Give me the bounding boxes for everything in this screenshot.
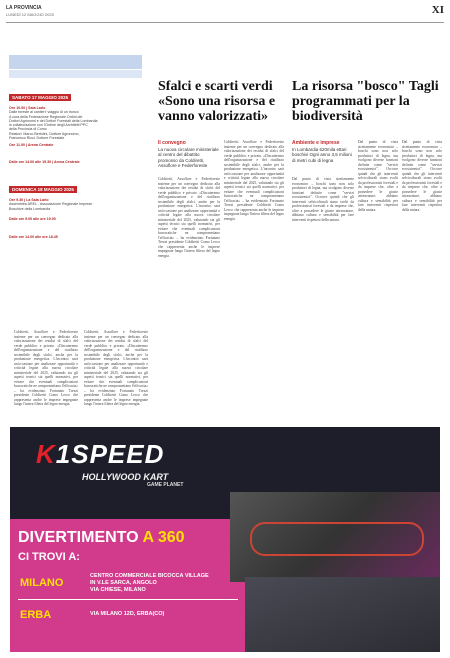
city-erba: ERBA <box>20 609 52 621</box>
address-milano: CENTRO COMMERCIALE BICOCCA VILLAGE IN V.LE SARCA, ANGOLO VIA CHIESE, MILANO <box>90 573 209 593</box>
ad-divertimento: DIVERTIMENTO A 360 <box>18 529 185 546</box>
article1-subtitle: La nuova circolare ministeriale al centro del dibattito promosso da Coldiretti, Assoflore e Federforeste <box>158 147 219 168</box>
event-line: A cura della Federazione Regionale Ordini dei <box>9 114 83 119</box>
event-line: Dalle ore 9.00 alle ore 19.00 <box>9 216 56 221</box>
k1speed-advertisement[interactable] <box>10 427 440 652</box>
sidebar-subheader-band <box>9 70 142 78</box>
article1-headline: Sfalci e scarti verdi «Sono una risorsa e vanno valorizzati» <box>158 79 276 124</box>
event-line: Assemblea AREL - Associazione Regionale Imprese <box>9 202 93 207</box>
events-sidebar <box>9 86 142 319</box>
page-header <box>6 4 444 24</box>
event-line: Dottori Agronomi e dei Dottori Forestali della Lombardia <box>9 118 98 123</box>
article1-body-col2: Coldiretti, Assoflore e Federforeste insieme per un convegno dedicato alla valorizzazione dei residui di sfalci del verde pubblico e privato. «Discuteremo dell'organizzazione e del riutilizzo sostenibile degli sfalci, anche per la produzione energetica. L'incontro sarà un'occasione per analizzare opportunità e criticità legate alla nuova circolare ministeriale del 2025, valutando sia gli aspetti tecnici sia quelli normativi, per evitare che eventuali complicazioni burocratiche ne compromettano l'efficacia» – ha evidenziato Fortunato Trezzi presidente Coldiretti Como Lecco che rappresenta anche le imprese impegnate lungo l'intera filiera del legno energia. <box>224 140 284 221</box>
city-milano: MILANO <box>20 577 64 589</box>
event-line: Ore 11.00 | Arena Centrale <box>9 143 54 148</box>
header-rule <box>6 22 444 23</box>
address-erba: VIA MILANO 12D, ERBA(CO) <box>90 611 165 617</box>
event-line: Dalle foreste ai cantieri: viaggio di un tronco <box>9 110 79 115</box>
sunday-label: DOMENICA 18 MAGGIO 2025 <box>9 186 77 193</box>
sidebar-header-band <box>9 55 142 69</box>
article2-subtitle: In Lombardia 620mila ettari boschivi Ogni anno 3,5 milioni di metri cubi di legna <box>292 147 352 163</box>
event-line: Relatori: Marco Bertolini, Dottore Agronomo, <box>9 131 80 136</box>
ad-tagline2: GAME PLANET <box>147 482 184 488</box>
track-shape <box>250 522 424 556</box>
event-line: Boschive della Lombardia <box>9 206 51 211</box>
k1speed-logo: K1SPEED <box>36 439 165 469</box>
saturday-label: SABATO 17 MAGGIO 2025 <box>9 94 71 101</box>
article1-body-col4: Coldiretti, Assoflore e Federforeste insieme per un convegno dedicato alla valorizzazione dei residui di sfalci del verde pubblico e privato. «Discuteremo dell'organizzazione e del riutilizzo sostenibile degli sfalci, anche per la produzione energetica. L'incontro sarà un'occasione per analizzare opportunità e criticità legate alla nuova circolare ministeriale del 2025, valutando sia gli aspetti tecnici sia quelli normativi, per evitare che eventuali complicazioni burocratiche ne compromettano l'efficacia» – ha evidenziato Fortunato Trezzi presidente Coldiretti Como Lecco che rappresenta anche le imprese impegnate lungo l'intera filiera del legno energia. <box>84 330 148 406</box>
event-line: Ore 10.00 | Sala Larlo <box>9 106 46 110</box>
ad-find-us: CI TROVI A: <box>18 551 80 563</box>
issue-date: LUNEDÌ 12 MAGGIO 2025 <box>6 12 54 17</box>
ad-photo-karts <box>245 577 440 652</box>
article1-body: Coldiretti, Assoflore e Federforeste insieme per un convegno dedicato alla valorizzazione dei residui di sfalci del verde pubblico e privato. «Discuteremo dell'organizzazione e del riutilizzo sostenibile degli sfalci, anche per la produzione energetica. L'incontro sarà un'occasione per analizzare opportunità e criticità legate alla nuova circolare ministeriale del 2025, valutando sia gli aspetti tecnici sia quelli normativi, per evitare che eventuali complicazioni burocratiche ne compromettano l'efficacia» – ha evidenziato Fortunato Trezzi presidente Coldiretti Como Lecco che rappresenta anche le imprese impegnate lungo l'intera filiera del legno energia. <box>158 177 220 258</box>
event-line: Ore 9.30 | La Sala Larlo <box>9 197 49 202</box>
event-line: Francesco Rizzi, Dottore Forestale <box>9 136 65 141</box>
article2-body-col3: Dal punto di vista strettamente economico – boschi sono non solo produttori di legna, ma svolgono diverse funzioni definite come "servizi ecosistemici". Occorre quindi che gli interventi selvicolturali siano svolti da professionisti forestali e da imprese che, oltre a possedere le giuste attrezzature, abbiano cultura e sensibilità per fare interventi rispettosi della natura. <box>402 140 442 212</box>
ad-separator <box>18 599 238 600</box>
event-line: Dalle ore 14.00 alle 15.30 | Arena Centrale <box>9 159 80 164</box>
ad-photo-track <box>230 492 440 582</box>
newspaper-name: LA PROVINCIA <box>6 5 42 11</box>
article2-body: Dal punto di vista strettamente economico – boschi sono non solo produttori di legna, ma svolgono diverse funzioni definite come "servizi ecosistemici". Occorre quindi che gli interventi selvicolturali siano svolti da professionisti forestali e da imprese che, oltre a possedere le giuste attrezzature, abbiano cultura e sensibilità per fare interventi rispettosi della natura. <box>292 177 354 222</box>
page-number: XI <box>431 4 444 16</box>
article2-body-col2: Dal punto di vista strettamente economico – boschi sono non solo produttori di legna, ma svolgono diverse funzioni definite come "servizi ecosistemici". Occorre quindi che gli interventi selvicolturali siano svolti da professionisti forestali e da imprese che, oltre a possedere le giuste attrezzature, abbiano cultura e sensibilità per fare interventi rispettosi della natura. <box>358 140 398 212</box>
event-line: Dalle ore 14.00 alle ore 18.45 <box>9 235 58 240</box>
event-line: della Provincia di Como <box>9 127 47 132</box>
ad-tagline: HOLLYWOOD KART <box>82 472 169 482</box>
article1-body-col3: Coldiretti, Assoflore e Federforeste insieme per un convegno dedicato alla valorizzazione dei residui di sfalci del verde pubblico e privato. «Discuteremo dell'organizzazione e del riutilizzo sostenibile degli sfalci, anche per la produzione energetica. L'incontro sarà un'occasione per analizzare opportunità e criticità legate alla nuova circolare ministeriale del 2025, valutando sia gli aspetti tecnici sia quelli normativi, per evitare che eventuali complicazioni burocratiche ne compromettano l'efficacia» – ha evidenziato Fortunato Trezzi presidente Coldiretti Como Lecco che rappresenta anche le imprese impegnate lungo l'intera filiera del legno energia. <box>14 330 78 406</box>
article2-kicker: Ambiente e imprese <box>292 140 340 146</box>
event-line: in collaborazione con l'Ordine degli Architetti PPC <box>9 123 88 128</box>
article2-headline: La risorsa "bosco" Tagli programmati per la biodiversità <box>292 79 439 124</box>
article1-kicker: Il convegno <box>158 140 186 146</box>
